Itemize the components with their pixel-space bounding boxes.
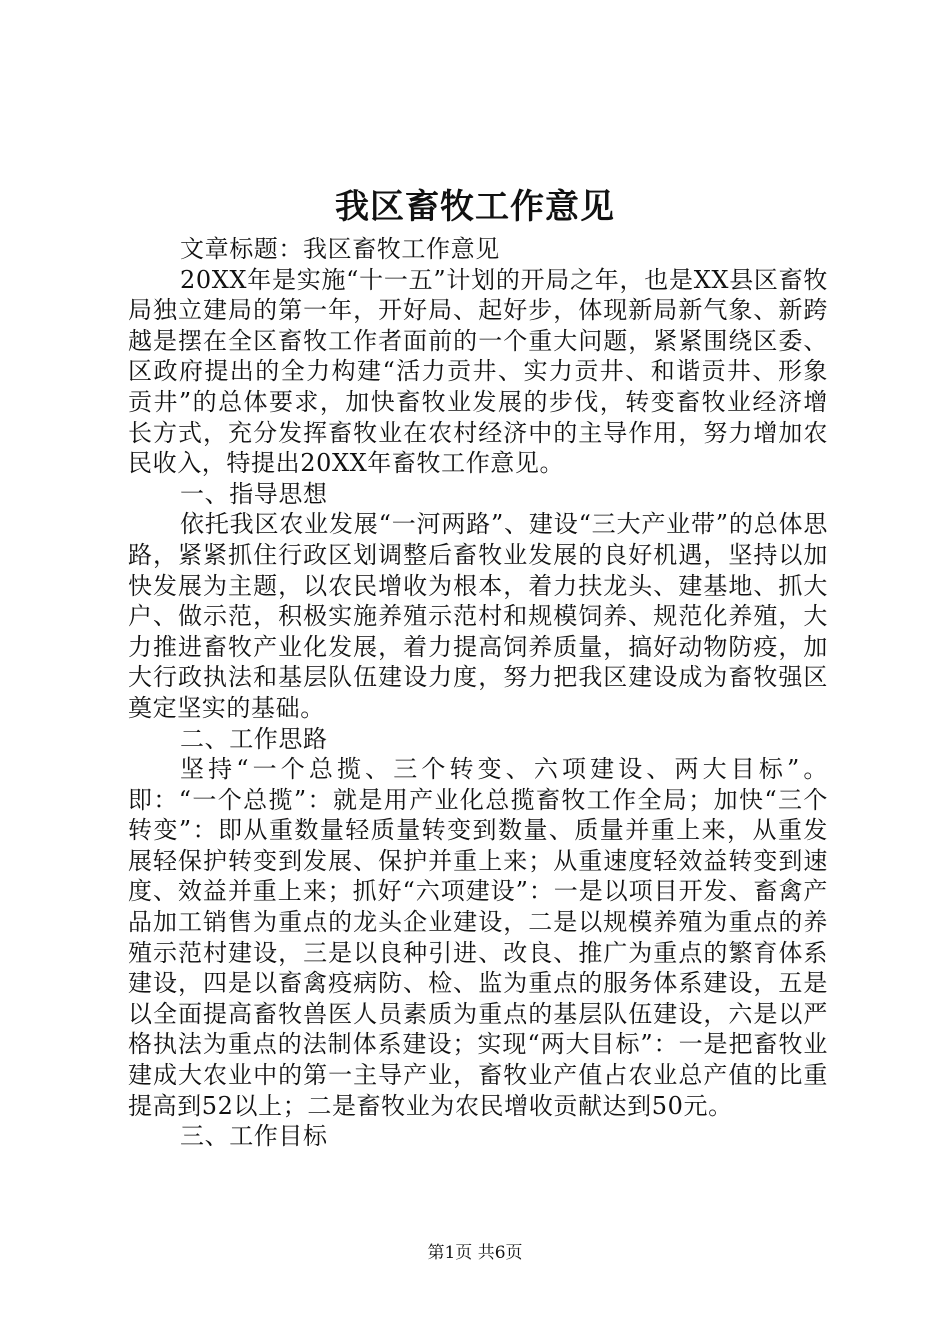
page-footer: 第1页 共6页 bbox=[427, 1243, 523, 1263]
document-body bbox=[128, 234, 828, 1152]
section-heading-work-approach: 二、工作思路 bbox=[180, 724, 328, 753]
document-title: 我区畜牧工作意见 bbox=[335, 187, 615, 227]
work-approach-paragraph: 坚持“一个总揽、三个转变、六项建设、两大目标”。即：“一个总揽”：就是用产业化总揽畜牧工作全局；加快“三个转变”：即从重数量轻质量转变到数量、质量并重上来，从重发展轻保护转变到发展、保护并重上来；从重速度轻效益转变到速度、效益并重上来；抓好“六项建设”：一是以项目开发、畜禽产品加工销售为重点的龙头企业建设，二是以规模养殖为重点的养殖示范村建设，三是以良种引进、改良、推广为重点的繁育体系建设，四是以畜禽疫病防、检、监为重点的服务体系建设，五是以全面提高畜牧兽医人员素质为重点的基层队伍建设，六是以严格执法为重点的法制体系建设；实现“两大目标”：一是把畜牧业建成大农业中的第一主导产业，畜牧业产值占农业总产值的比重提高到52以上；二是畜牧业为农民增收贡献达到50元。 bbox=[128, 755, 828, 1120]
intro-paragraph: 20XX年是实施“十一五”计划的开局之年，也是XX县区畜牧局独立建局的第一年，开好局、起好步，体现新局新气象、新跨越是摆在全区畜牧工作者面前的一个重大问题，紧紧围绕区委、区政府提出的全力构建“活力贡井、实力贡井、和谐贡井、形象贡井”的总体要求，加快畜牧业发展的步伐，转变畜牧业经济增长方式，充分发挥畜牧业在农村经济中的主导作用，努力增加农民收入，特提出20XX年畜牧工作意见。 bbox=[128, 265, 828, 478]
guiding-ideology-paragraph: 依托我区农业发展“一河两路”、建设“三大产业带”的总体思路，紧紧抓住行政区划调整后畜牧业发展的良好机遇，坚持以加快发展为主题，以农民增收为根本，着力扶龙头、建基地、抓大户、做示范，积极实施养殖示范村和规模饲养、规范化养殖，大力推进畜牧产业化发展，着力提高饲养质量，搞好动物防疫，加大行政执法和基层队伍建设力度，努力把我区建设成为畜牧强区奠定坚实的基础。 bbox=[128, 510, 828, 722]
article-title-line: 文章标题：我区畜牧工作意见 bbox=[180, 235, 500, 263]
section-heading-guiding-ideology: 一、指导思想 bbox=[180, 479, 328, 508]
section-heading-work-goals: 三、工作目标 bbox=[180, 1122, 328, 1151]
